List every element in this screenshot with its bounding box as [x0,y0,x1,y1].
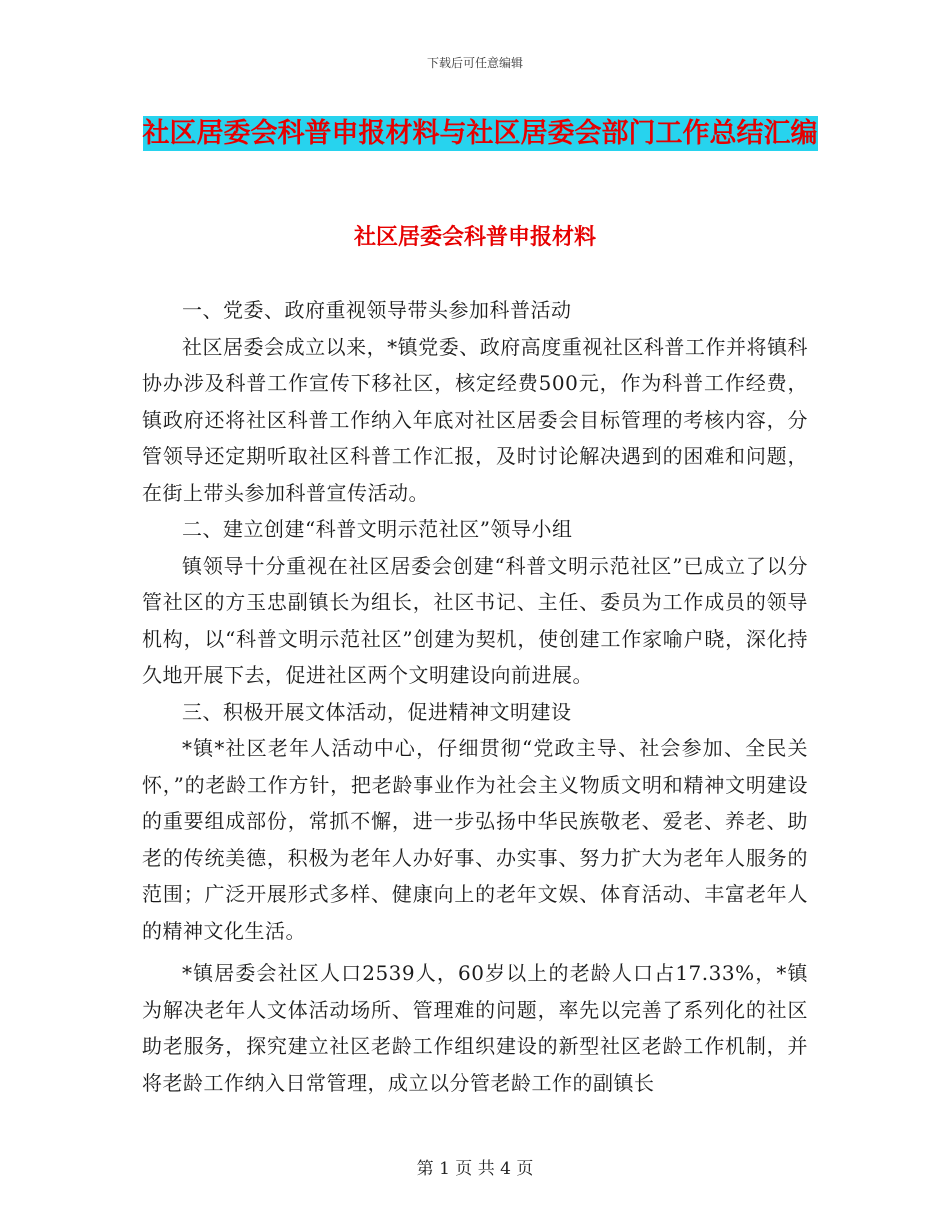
document-body [142,292,808,1101]
heading-1: 一、党委、政府重视领导带头参加科普活动 [182,298,572,322]
paragraph-4: *镇居委会社区人口2539人，60岁以上的老龄人口占17.33%，*镇为解决老年人文体活动场所、管理难的问题，率先以完善了系列化的社区助老服务，探究建立社区老龄工作组织建设的新型社区老龄工作机制，并将老龄工作纳入日常管理，成立以分管老龄工作的副镇长 [142,961,808,1095]
document-title-text: 社区居委会科普申报材料与社区居委会部门工作总结汇编 [142,118,818,149]
page-footer: 第 1 页 共 4 页 [416,1159,534,1179]
paragraph-1: 社区居委会成立以来，*镇党委、政府高度重视社区科普工作并将镇科协办涉及科普工作宣传下移社区，核定经费500元，作为科普工作经费，镇政府还将社区科普工作纳入年底对社区居委会目标管理的考核内容，分管领导还定期听取社区科普工作汇报，及时讨论解决遇到的困难和问题，在街上带头参加科普宣传活动。 [142,334,808,505]
header-note: 下载后可任意编辑 [426,56,523,70]
heading-3: 三、积极开展文体活动，促进精神文明建设 [182,699,572,724]
paragraph-3: *镇*社区老年人活动中心，仔细贯彻“党政主导、社会参加、全民关怀，”的老龄工作方针，把老龄事业作为社会主义物质文明和精神文明建设的重要组成部份，常抓不懈，进一步弘扬中华民族敬老、爱老、养老、助老的传统美德，积极为老年人办好事、办实事、努力扩大为老年人服务的范围；广泛开展形式多样、健康向上的老年文娱、体育活动、丰富老年人的精神文化生活。 [142,736,808,943]
section-title: 社区居委会科普申报材料 [353,225,596,250]
heading-2: 二、建立创建“科普文明示范社区”领导小组 [182,517,573,541]
paragraph-2: 镇领导十分重视在社区居委会创建“科普文明示范社区”已成立了以分管社区的方玉忠副镇长为组长，社区书记、主任、委员为工作成员的领导机构，以“科普文明示范社区”创建为契机，使创建工作家喻户晓，深化持久地开展下去，促进社区两个文明建设向前进展。 [142,553,808,687]
document-title [140,112,820,156]
